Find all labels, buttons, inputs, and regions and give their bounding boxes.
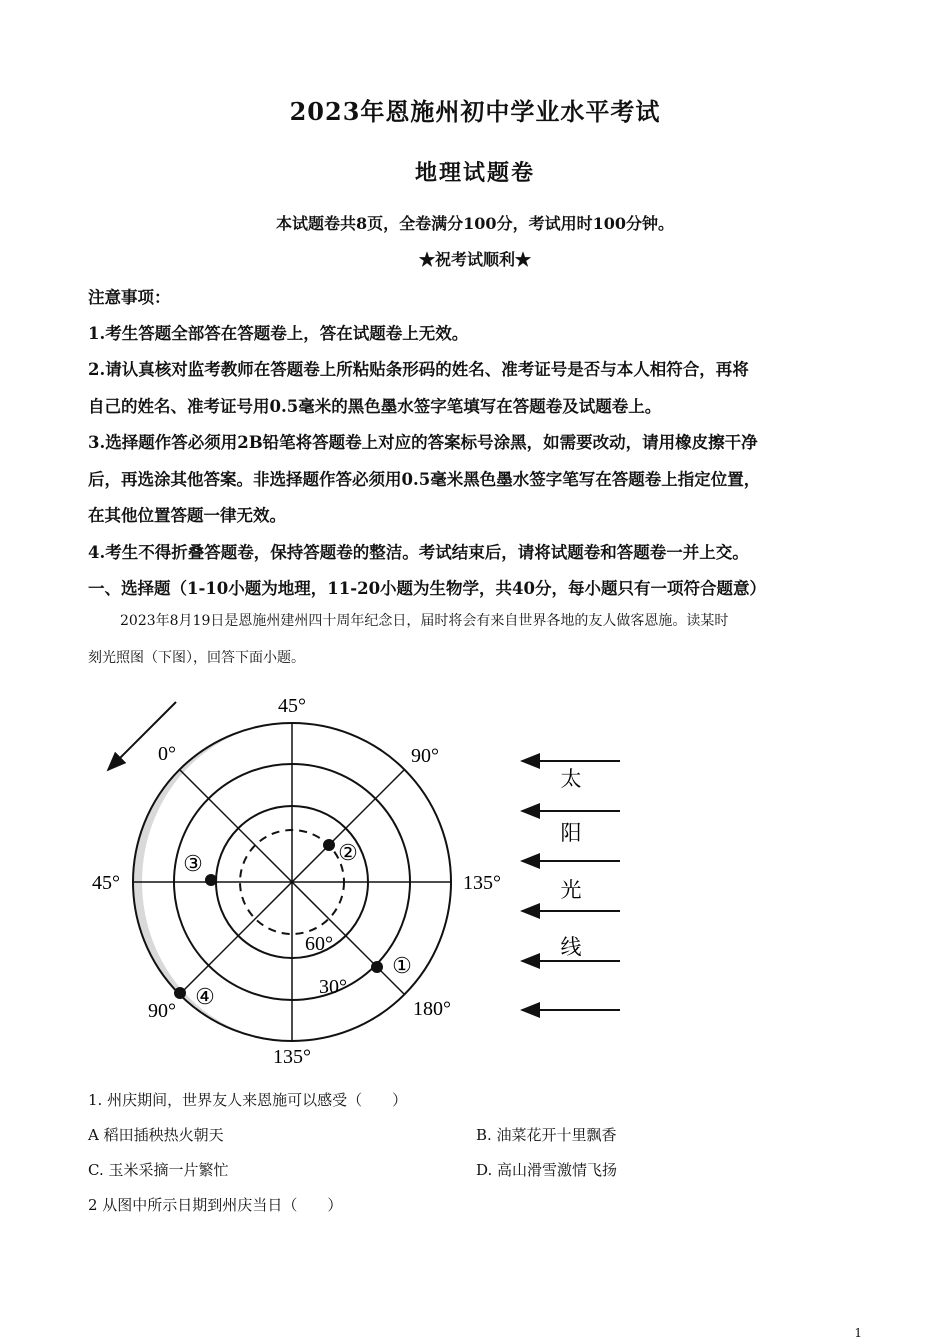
sunlight-char-2: 阳 bbox=[560, 821, 582, 845]
point-label-2: ② bbox=[338, 841, 358, 866]
point-label-4: ④ bbox=[195, 985, 215, 1010]
notes-line-1: 1.考生答题全部答在答题卷上，答在试题卷上无效。 bbox=[88, 324, 469, 343]
intro-line-1: 2023年8月19日是恩施州建州四十周年纪念日，届时将会有来自世界各地的友人做客恩施。读某时 bbox=[120, 613, 729, 629]
exam-title: 2023年恩施州初中学业水平考试 bbox=[289, 97, 661, 126]
question-1-option-d: D. 高山滑雪激情飞扬 bbox=[476, 1161, 618, 1179]
notes-line-7: 4.考生不得折叠答题卷，保持答题卷的整洁。考试结束后，请将试题卷和答题卷一并上交。 bbox=[88, 543, 749, 562]
longitude-label-top-right: 90° bbox=[411, 745, 439, 767]
longitude-label-bottom-left: 90° bbox=[148, 1000, 176, 1022]
notes-heading: 注意事项： bbox=[88, 288, 171, 307]
question-1-option-c: C. 玉米采摘一片繁忙 bbox=[88, 1161, 229, 1179]
longitude-label-left: 45° bbox=[92, 872, 120, 894]
illumination-diagram bbox=[0, 680, 950, 1080]
notes-line-6: 在其他位置答题一律无效。 bbox=[88, 506, 286, 525]
latitude-label-30: 30° bbox=[319, 976, 347, 998]
point-2-dot bbox=[323, 839, 335, 851]
point-label-3: ③ bbox=[183, 852, 203, 877]
notes-line-3: 自己的姓名、准考证号用0.5毫米的黑色墨水签字笔填写在答题卷及试题卷上。 bbox=[88, 397, 662, 416]
intro-line-2: 刻光照图（下图），回答下面小题。 bbox=[88, 650, 305, 666]
longitude-label-bottom: 135° bbox=[273, 1046, 311, 1068]
exam-wish: ★祝考试顺利★ bbox=[418, 250, 531, 269]
exam-subtitle: 地理试题卷 bbox=[414, 160, 535, 186]
sunlight-char-1: 太 bbox=[560, 767, 582, 791]
longitude-label-top-left: 0° bbox=[158, 743, 176, 765]
point-1-dot bbox=[371, 961, 383, 973]
sunlight-char-3: 光 bbox=[560, 878, 582, 902]
longitude-label-right: 135° bbox=[463, 872, 501, 894]
question-2-stem: 2 从图中所示日期到州庆当日（ ） bbox=[88, 1196, 343, 1214]
longitude-label-bottom-right: 180° bbox=[413, 998, 451, 1020]
latitude-label-60: 60° bbox=[305, 933, 333, 955]
section-heading: 一、选择题（1-10小题为地理，11-20小题为生物学，共40分，每小题只有一项符合题意） bbox=[88, 579, 767, 598]
point-3-dot bbox=[205, 874, 217, 886]
question-1-stem: 1. 州庆期间，世界友人来恩施可以感受（ ） bbox=[88, 1091, 408, 1109]
page-number: 1 bbox=[854, 1326, 862, 1340]
notes-line-2: 2.请认真核对监考教师在答题卷上所粘贴条形码的姓名、准考证号是否与本人相符合，再将 bbox=[88, 360, 749, 379]
point-4-dot bbox=[174, 987, 186, 999]
sunlight-char-4: 线 bbox=[560, 935, 582, 959]
point-label-1: ① bbox=[392, 954, 412, 979]
exam-info: 本试题卷共8页，全卷满分100分，考试用时100分钟。 bbox=[276, 214, 674, 233]
notes-line-5: 后，再选涂其他答案。非选择题作答必须用0.5毫米黑色墨水签字笔写在答题卷上指定位置， bbox=[88, 470, 761, 489]
question-1-option-b: B. 油菜花开十里飘香 bbox=[476, 1126, 617, 1144]
notes-line-4: 3.选择题作答必须用2B铅笔将答题卷上对应的答案标号涂黑，如需要改动，请用橡皮擦干净 bbox=[88, 433, 758, 452]
question-1-option-a: A 稻田插秧热火朝天 bbox=[88, 1126, 224, 1144]
longitude-label-top: 45° bbox=[278, 695, 306, 717]
